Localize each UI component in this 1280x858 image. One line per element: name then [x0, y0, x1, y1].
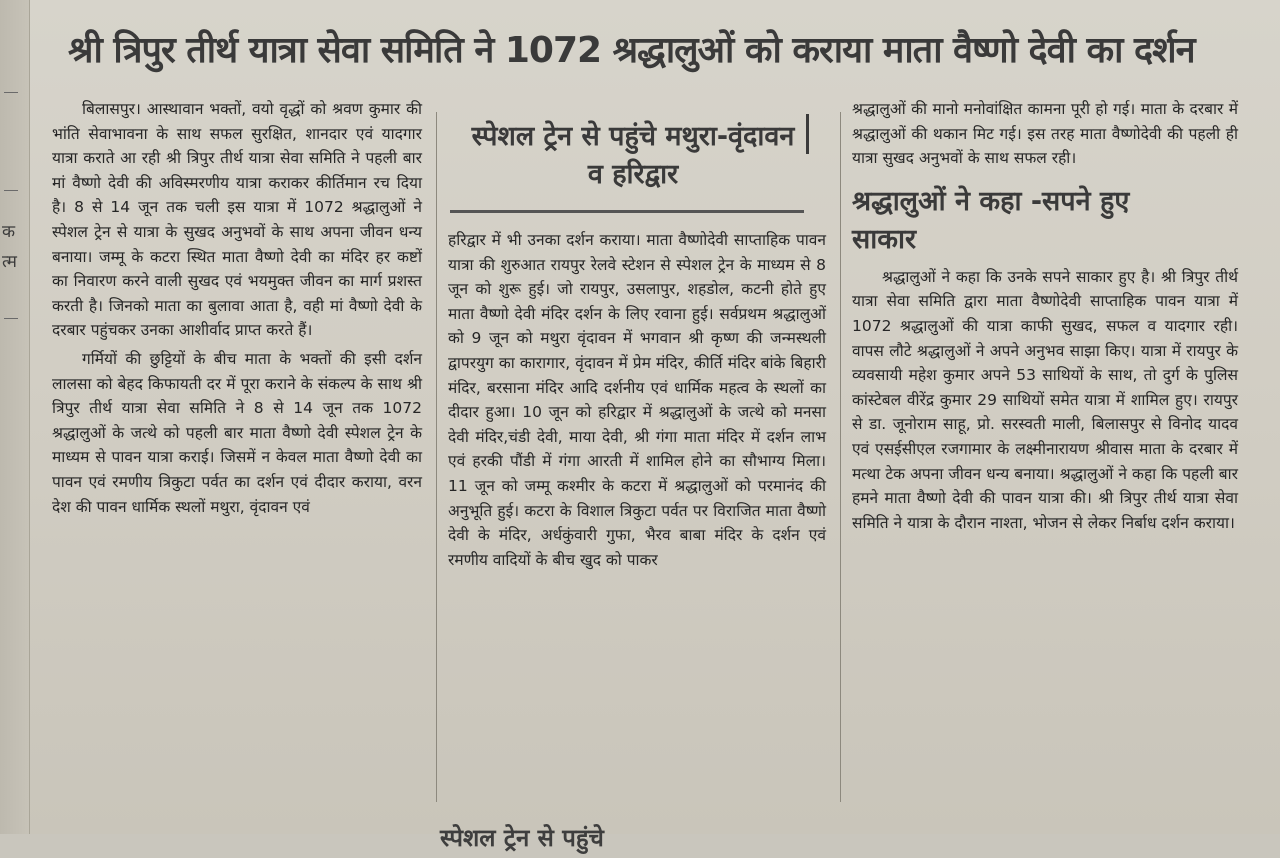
paragraph: श्रद्धालुओं की मानो मनोवांक्षित कामना पूरी हो गई। माता के दरबार में श्रद्धालुओं की थकान मिट गई। इस तरह माता वैष्णोदेवी की पहली ही यात्रा सुखद अनुभवों के साथ सफल रही।: [852, 100, 1238, 168]
paragraph: श्रद्धालुओं ने कहा कि उनके सपने साकार हुए है। श्री त्रिपुर तीर्थ यात्रा सेवा समिति द्वारा माता वैष्णोदेवी साप्ताहिक पावन यात्रा में 1072 श्रद्धालुओं की यात्रा काफी सुखद, सफल व यादगार रही। वापस लौटे श्रद्धालुओं ने अपने अनुभव साझा किए। यात्रा में रायपुर के व्यवसायी महेश कुमार अपने 53 साथियों के साथ, तो दुर्ग के पुलिस कांस्टेबल वीरेंद्र कुमार 29 साथियों समेत यात्रा में शामिल हुए। रायपुर से डा. जूनोराम साहू, प्रो. सरस्वती माली, बिलासपुर से विनोद यादव एवं एसईसीएल रजगामार के लक्ष्मीनारायण श्रीवास माता के दरबार में मत्था टेक अपना जीवन धन्य बनाया। श्रद्धालुओं ने कहा कि पहली बार हमने माता वैष्णो देवी की पावन यात्रा की। श्री त्रिपुर तीर्थ यात्रा सेवा समिति ने यात्रा के दौरान नाश्ता, भोजन से लेकर निर्बाध दर्शन कराया।: [852, 267, 1238, 532]
article-column-left: [52, 97, 422, 519]
subheading-accent-bar: [806, 114, 809, 154]
article-column-middle: [448, 228, 826, 572]
margin-text-fragment: त्म: [2, 252, 17, 272]
paragraph: हरिद्वार में भी उनका दर्शन कराया। माता वैष्णोदेवी साप्ताहिक पावन यात्रा की शुरुआत रायपुर रेलवे स्टेशन से स्पेशल ट्रेन के माध्यम से 8 जून को शुरू हुई। जो रायपुर, उसलापुर, शहडोल, कटनी होते हुए माता वैष्णो देवी मंदिर दर्शन के लिए रवाना हुई। सर्वप्रथम श्रद्धालुओं को 9 जून को मथुरा वृंदावन में भगवान श्री कृष्ण की जन्मस्थली द्वापरयुग का कारागार, वृंदावन में प्रेम मंदिर, कीर्ति मंदिर बांके बिहारी मंदिर, बरसाना मंदिर आदि दर्शनीय एवं धार्मिक महत्व के स्थलों का दीदार हुआ। 10 जून को हरिद्वार में श्रद्धालुओं के जत्थे को मनसा देवी मंदिर,चंडी देवी, माया देवी, श्री गंगा माता मंदिर में दर्शन लाभ एवं हरकी पौंडी में गंगा आरती में शामिल होने का सौभाग्य मिला। 11 जून को जम्मू कश्मीर के कटरा में श्रद्धालुओं को परमानंद की अनुभूति हुई। कटरा के विशाल त्रिकुटा पर्वत पर विराजित माता वैष्णो देवी के मंदिर, अर्धकुंवारी गुफा, भैरव बाबा मंदिर के दर्शन एवं रमणीय वादियों के बीच खुद को पाकर: [448, 231, 826, 569]
right-subheading: श्रद्धालुओं ने कहा -सपने हुए साकार: [852, 185, 1130, 255]
column-divider: [436, 112, 437, 802]
article-column-right: [852, 97, 1238, 535]
subheading-underline: [450, 210, 804, 213]
paragraph: गर्मियों की छुट्टियों के बीच माता के भक्तों की इसी दर्शन लालसा को बेहद किफायती दर में पूरा कराने के संकल्प के साथ श्री त्रिपुर तीर्थ यात्रा सेवा समिति ने 8 से 14 जून तक 1072 श्रद्धालुओं के जत्थे को पहली बार माता वैष्णो देवी स्पेशल ट्रेन के माध्यम से पावन यात्रा कराई। जिसमें न केवल माता वैष्णो देवी का पावन एवं रमणीय त्रिकुटा पर्वत का दर्शन एवं दीदार कराया, वरन देश की पावन धार्मिक स्थलों मथुरा, वृंदावन एवं: [52, 349, 422, 516]
margin-rule: [4, 190, 18, 191]
cropped-next-headline: स्पेशल ट्रेन से पहुंचे: [440, 824, 604, 852]
middle-subheading: स्पेशल ट्रेन से पहुंचे मथुरा-वृंदावन व हरिद्वार: [471, 121, 795, 190]
margin-text-fragment: क: [2, 222, 16, 242]
page-headline: श्री त्रिपुर तीर्थ यात्रा सेवा समिति ने 1072 श्रद्धालुओं को कराया माता वैष्णो देवी का दर्शन: [68, 30, 1195, 71]
margin-rule: [4, 318, 18, 319]
margin-rule: [4, 92, 18, 93]
paragraph: बिलासपुर। आस्थावान भक्तों, वयो वृद्धों को श्रवण कुमार की भांति सेवाभावना के साथ सफल सुरक्षित, शानदार एवं यादगार यात्रा कराते आ रही श्री त्रिपुर तीर्थ यात्रा सेवा समिति ने पहली बार मां वैष्णो देवी की अविस्मरणीय यात्रा कराकर कीर्तिमान रच दिया है। 8 से 14 जून तक चली इस यात्रा में 1072 श्रद्धालुओं ने स्पेशल ट्रेन से यात्रा के सुखद अनुभवों के साथ अपना जीवन धन्य बनाया। जम्मू के कटरा स्थित माता वैष्णो देवी का मंदिर हर कष्टों का निवारण करने वाली सुखद एवं भयमुक्त जीवन का मार्ग प्रशस्त करती है। जिनको माता का बुलावा आता है, वही मां वैष्णो देवी के दरबार पहुंचकर उनका आशीर्वाद प्राप्त करते हैं।: [52, 100, 422, 340]
column-divider: [840, 112, 841, 802]
left-margin-strip: [0, 0, 30, 834]
